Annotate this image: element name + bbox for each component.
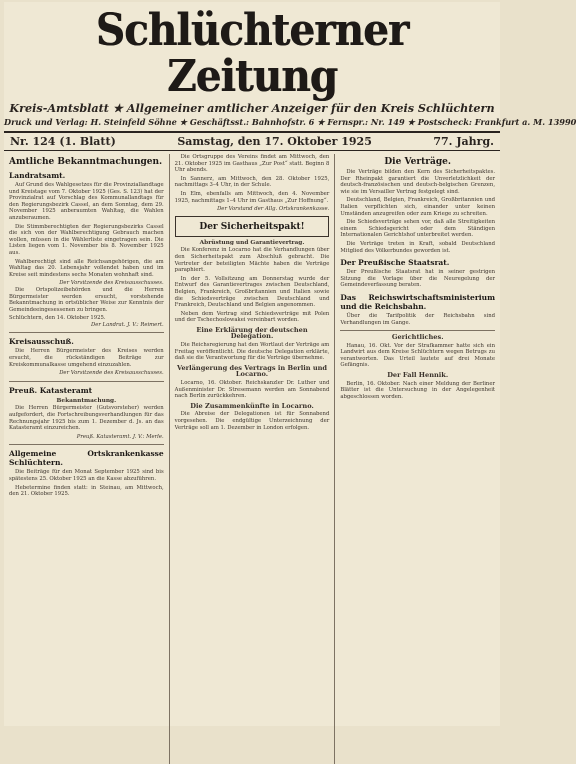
article-paragraph: Die Verträge bilden den Kern des Sicherheitspaktes. Der Rheinpakt garantiert die Unverletzlichkeit der deutsch-französischen und deutsch-belgischen Grenzen, wie sie im Versailler Vertrag festgelegt sind. [340, 169, 496, 195]
article-paragraph: Die Konferenz in Locarno hat die Verhandlungen über den Sicherheitspakt zum Abschluß gebracht. Die Vertreter der beteiligten Mächte haben die Verträge paraphiert. [174, 247, 330, 274]
divider [9, 381, 164, 382]
subheading: Verlängerung des Vertrags in Berlin und Locarno. [176, 363, 328, 379]
subheading: Gerichtliches. [391, 333, 444, 342]
article-paragraph: Die Herren Bürgermeister (Gutsvorsteher) werden aufgefordert, die Fortschreibungsverhandlungen für das Rechnungsjahr 1925 bis zum 1. Dezember d. Js. an das Katasteramt einzureichen. [9, 405, 164, 432]
section-ortskrankenkasse: Allgemeine Ortskrankenkasse Schlüchtern. [9, 449, 164, 468]
article-paragraph: Die Reichsregierung hat den Wortlaut der Verträge am Freitag veröffentlicht. Die deutsche Delegation erklärte, daß sie die Verantwortung für die Verträge übernehme. [174, 342, 330, 362]
subheading: Abrüstung und Garantievertrag. [199, 239, 305, 246]
signature: Der Vorsitzende des Kreisausschusses. [59, 280, 164, 287]
article-paragraph: Hanau, 16. Okt. Vor der Strafkammer hatte sich ein Landwirt aus dem Kreise Schlüchtern wegen Betrugs zu verantworten. Das Urteil lautete auf drei Monate Gefängnis. [340, 342, 496, 369]
signature: Der Vorsitzende des Kreisausschusses. [59, 370, 164, 377]
section-katasteramt: Preuß. Katasteramt [9, 385, 93, 395]
columns [4, 154, 500, 764]
article-paragraph: Wahlberechtigt sind alle Reichsangehörigen, die am Wahltag das 20. Lebensjahr vollendet haben und im Kreise seit mindestens sechs Monaten wohnhaft sind. [9, 258, 164, 278]
newspaper-title: Schlüchterner Zeitung [95, 5, 409, 102]
article-paragraph: Über die Tarifpolitik der Reichsbahn sind Verhandlungen im Gange. [340, 312, 496, 326]
column-3 [334, 154, 500, 764]
divider [340, 330, 495, 331]
masthead [4, 2, 576, 127]
article-paragraph: Hebetermine finden statt: in Steinau, am Mittwoch, den 21. Oktober 1925. [9, 484, 164, 498]
article-paragraph: Der Preußische Staatsrat hat in seiner gestrigen Sitzung die Vorlage über die Neuregelung der Gemeindeverfassung beraten. [340, 269, 496, 289]
date-line: Schlüchtern, den 14. Oktober 1925. [9, 315, 106, 322]
subheading: Der Fall Hennik. [387, 371, 449, 380]
article-paragraph: Deutschland, Belgien, Frankreich, Großbritannien und Italien verpflichten sich, einander unter keinen Umständen anzugreifen oder zum Kriege zu schreiten. [340, 197, 496, 217]
article-paragraph: Die Abreise der Delegationen ist für Sonnabend vorgesehen. Die endgültige Unterzeichnung der Verträge soll am 1. Dezember in London erfolgen. [174, 411, 330, 431]
signature: Der Landrat. J. V.: Reimert. [90, 321, 164, 328]
article-paragraph: Locarno, 16. Oktober. Reichskanzler Dr. Luther und Außenminister Dr. Stresemann werden am Sonnabend nach Berlin zurückkehren. [174, 380, 330, 400]
article-paragraph: Die Ortspolizeibehörden und die Herren Bürgermeister werden ersucht, vorstehende Bekanntmachung in ortsüblicher Weise zur Kenntnis der Gemeindeeingesessenen zu bringen. [9, 286, 164, 313]
issue-number: Nr. 124 [10, 135, 56, 148]
article-paragraph: Die Schiedsverträge sehen vor, daß alle Streitigkeiten einem Schiedsgericht oder dem Ständigen Internationalen Gerichtshof unterbreitet werden. [340, 219, 496, 239]
article-paragraph: In der 5. Vollsitzung am Donnerstag wurde der Entwurf des Garantievertrages zwischen Deutschland, Belgien, Frankreich, Großbritannien und Italien sowie die Schiedsverträge zwischen Deutschland und Frankreich, Deutschland und Belgien angenommen. [174, 275, 330, 309]
newspaper-page [4, 2, 576, 726]
article-paragraph: Neben dem Vertrag sind Schiedsverträge mit Polen und der Tschechoslowakei vereinbart worden. [174, 310, 330, 324]
section-staatsrat: Der Preußische Staatsrat. [340, 258, 450, 268]
headline-box [175, 216, 330, 237]
subheading: Eine Erklärung der deutschen Delegation. [196, 325, 308, 341]
column-2 [169, 154, 335, 764]
signature: Preuß. Katasteramt. J. V.: Merle. [76, 433, 164, 440]
article-paragraph: Berlin, 16. Oktober. Nach einer Meldung der Berliner Blätter ist die Untersuchung in der Angelegenheit abgeschlossen worden. [340, 380, 496, 400]
article-paragraph: In Sannerz, am Mittwoch, den 28. Oktober 1925, nachmittags 3–4 Uhr, in der Schule. [174, 175, 330, 189]
subheading: Die Zusammenkünfte in Locarno. [190, 401, 314, 410]
issue-info [10, 135, 116, 148]
newspaper-subtitle: Kreis-Amtsblatt ★ Allgemeiner amtlicher Anzeiger für den Kreis Schlüchtern [9, 101, 495, 115]
article-paragraph: Die Verträge treten in Kraft, sobald Deutschland Mitglied des Völkerbundes geworden ist. [340, 240, 496, 254]
dateline [4, 131, 500, 151]
headline-vertraege: Die Verträge. [384, 157, 451, 167]
divider [9, 332, 164, 333]
section-landratsamt: Landratsamt. [9, 171, 66, 180]
section-heading-announcements: Amtliche Bekanntmachungen. [9, 157, 163, 167]
signature: Der Vorstand der Allg. Ortskrankenkasse. [217, 206, 330, 213]
section-reichsbahn: Das Reichswirtschaftsministerium und die Reichsbahn. [340, 292, 496, 311]
column-1 [4, 154, 169, 764]
subheading: Bekanntmachung. [56, 397, 117, 404]
sheet-number: (1. Blatt) [59, 135, 116, 148]
article-paragraph: Die Stimmberechtigten der Regierungsbezirks Cassel die sich von der Wahlberechtigung Gebrauch machen wollen, müssen in die Wählerliste eingetragen sein. Die Listen liegen vom 1. November bis 8. November 1925 aus. [9, 223, 164, 256]
article-paragraph: Die Herren Bürgermeister des Kreises werden ersucht, die rückständigen Beiträge zur Kreiskommunalkasse umgehend einzuzahlen. [9, 348, 164, 368]
article-paragraph: Auf Grund des Wahlgesetzes für die Provinziallandtage und Kreistage vom 7. Oktober 1925 (Ges. S. 123) hat der Provinzialrat auf Vorschlag des Kommunallandtags für den Regierungsbezirk Cassel, an dem Sonntag, dem 29. November 1925 anberaumten Wahltag, die Wahlen anzuberaumen. [9, 182, 164, 221]
publisher-line: Druck und Verlag: H. Steinfeld Söhne ★ Geschäftsst.: Bahnhofstr. 6 ★ Fernspr.: Nr. 149 ★ Postscheck: Frankfurt a. M. 13990 [4, 117, 576, 127]
article-paragraph: Die Ortsgruppe des Vereins findet am Mittwoch, den 21. Oktober 1925 im Gasthaus „Zur Post“ statt. Beginn 8 Uhr abends. [174, 154, 330, 174]
issue-date: Samstag, den 17. Oktober 1925 [177, 135, 372, 148]
divider [9, 444, 164, 445]
section-kreisausschuss: Kreisausschuß. [9, 337, 74, 347]
headline-sicherheitspakt: Der Sicherheitspakt! [199, 221, 305, 232]
volume-number: 77. Jahrg. [433, 135, 494, 148]
article-paragraph: Die Beiträge für den Monat September 1925 sind bis spätestens 25. Oktober 1925 an die Kasse abzuführen. [9, 469, 164, 482]
article-paragraph: In Elm, ebenfalls am Mittwoch, den 4. November 1925, nachmittags 1–4 Uhr im Gasthaus „Zur Hoffnung“. [174, 190, 330, 204]
